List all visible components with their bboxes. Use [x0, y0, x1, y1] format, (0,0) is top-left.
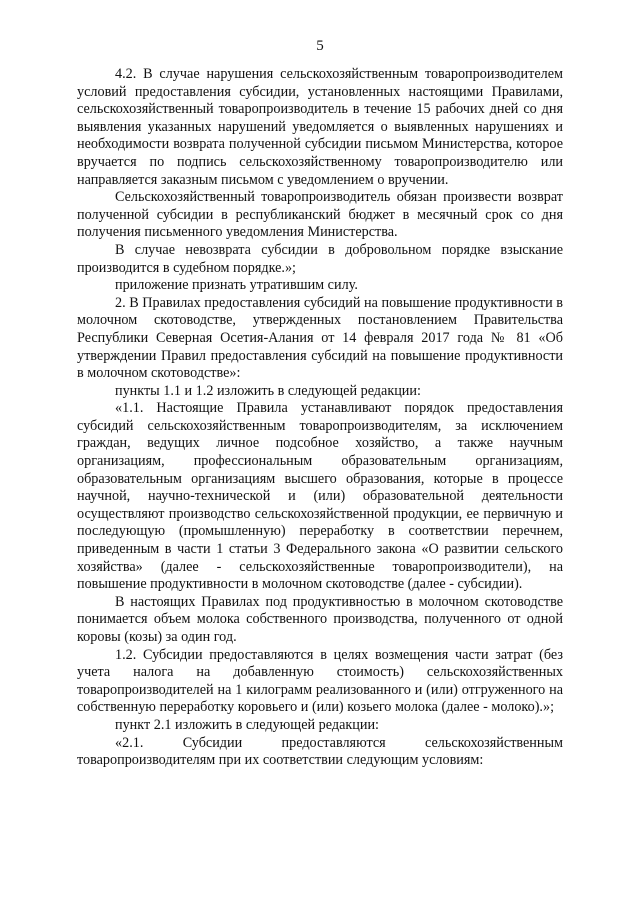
- paragraph-items-1-1-1-2: пункты 1.1 и 1.2 изложить в следующей редакции:: [115, 382, 421, 399]
- paragraph-2-1: «2.1. Субсидии предоставляются сельскохозяйственным товаропроизводителям при их соответствии следующим условиям:: [77, 734, 563, 769]
- page-number: 5: [316, 38, 324, 54]
- paragraph-productivity-definition: В настоящих Правилах под продуктивностью в молочном скотоводстве понимается объем молока собственного производства, полученного от одной коровы (козы) за один год.: [77, 593, 563, 645]
- paragraph-1-1: «1.1. Настоящие Правила устанавливают порядок предоставления субсидий сельскохозяйственным товаропроизводителям, за исключением граждан, ведущих личное подсобное хозяйство, а также научным организациям, профессиональным образовательным организациям, образовательным организациям высшего образования, которые в процессе научной, научно-технической и (или) образовательной деятельности осуществляют производство сельскохозяйственной продукции, ее первичную и последующую (промышленную) переработку в соответствии перечнем, приведенным в части 1 статьи 3 Федерального закона «О развитии сельского хозяйства» (далее - сельскохозяйственные товаропроизводители), на повышение продуктивности в молочном скотоводстве (далее - субсидии).: [77, 400, 563, 593]
- paragraph-annex-void: приложение признать утратившим силу.: [115, 277, 358, 294]
- paragraph-court-recovery: В случае невозврата субсидии в добровольном порядке взыскание производится в судебном порядке.»;: [77, 241, 563, 276]
- paragraph-1-2: 1.2. Субсидии предоставляются в целях возмещения части затрат (без учета налога на добавленную стоимость) сельскохозяйственных товаропроизводителей на 1 килограмм реализованного и (или) отгруженного на собственную переработку коровьего и (или) козьего молока (далее - молоко).»;: [77, 646, 563, 716]
- paragraph-4-2: 4.2. В случае нарушения сельскохозяйственным товаропроизводителем условий предоставления субсидии, установленных настоящими Правилами, сельскохозяйственный товаропроизводитель в течение 15 рабочих дней со дня выявления указанных нарушений уведомляется о выявленных нарушениях и необходимости возврата полученной субсидии письмом Министерства, которое вручается по подпись сельскохозяйственному товаропроизводителю или направляется заказным письмом с уведомлением о вручении.: [77, 66, 563, 188]
- paragraph-refund-obligation: Сельскохозяйственный товаропроизводитель обязан произвести возврат полученной субсидии в республиканский бюджет в месячный срок со дня получения письменного уведомления Министерства.: [77, 189, 563, 241]
- document-body: [77, 66, 563, 770]
- paragraph-item-2-1-intro: пункт 2.1 изложить в следующей редакции:: [115, 716, 379, 733]
- paragraph-item-2: 2. В Правилах предоставления субсидий на повышение продуктивности в молочном скотоводстве, утвержденных постановлением Правительства Республики Северная Осетия-Алания от 14 февраля 2017 года № 81 «Об утверждении Правил предоставления субсидий на повышение продуктивности в молочном скотоводстве»:: [77, 294, 563, 382]
